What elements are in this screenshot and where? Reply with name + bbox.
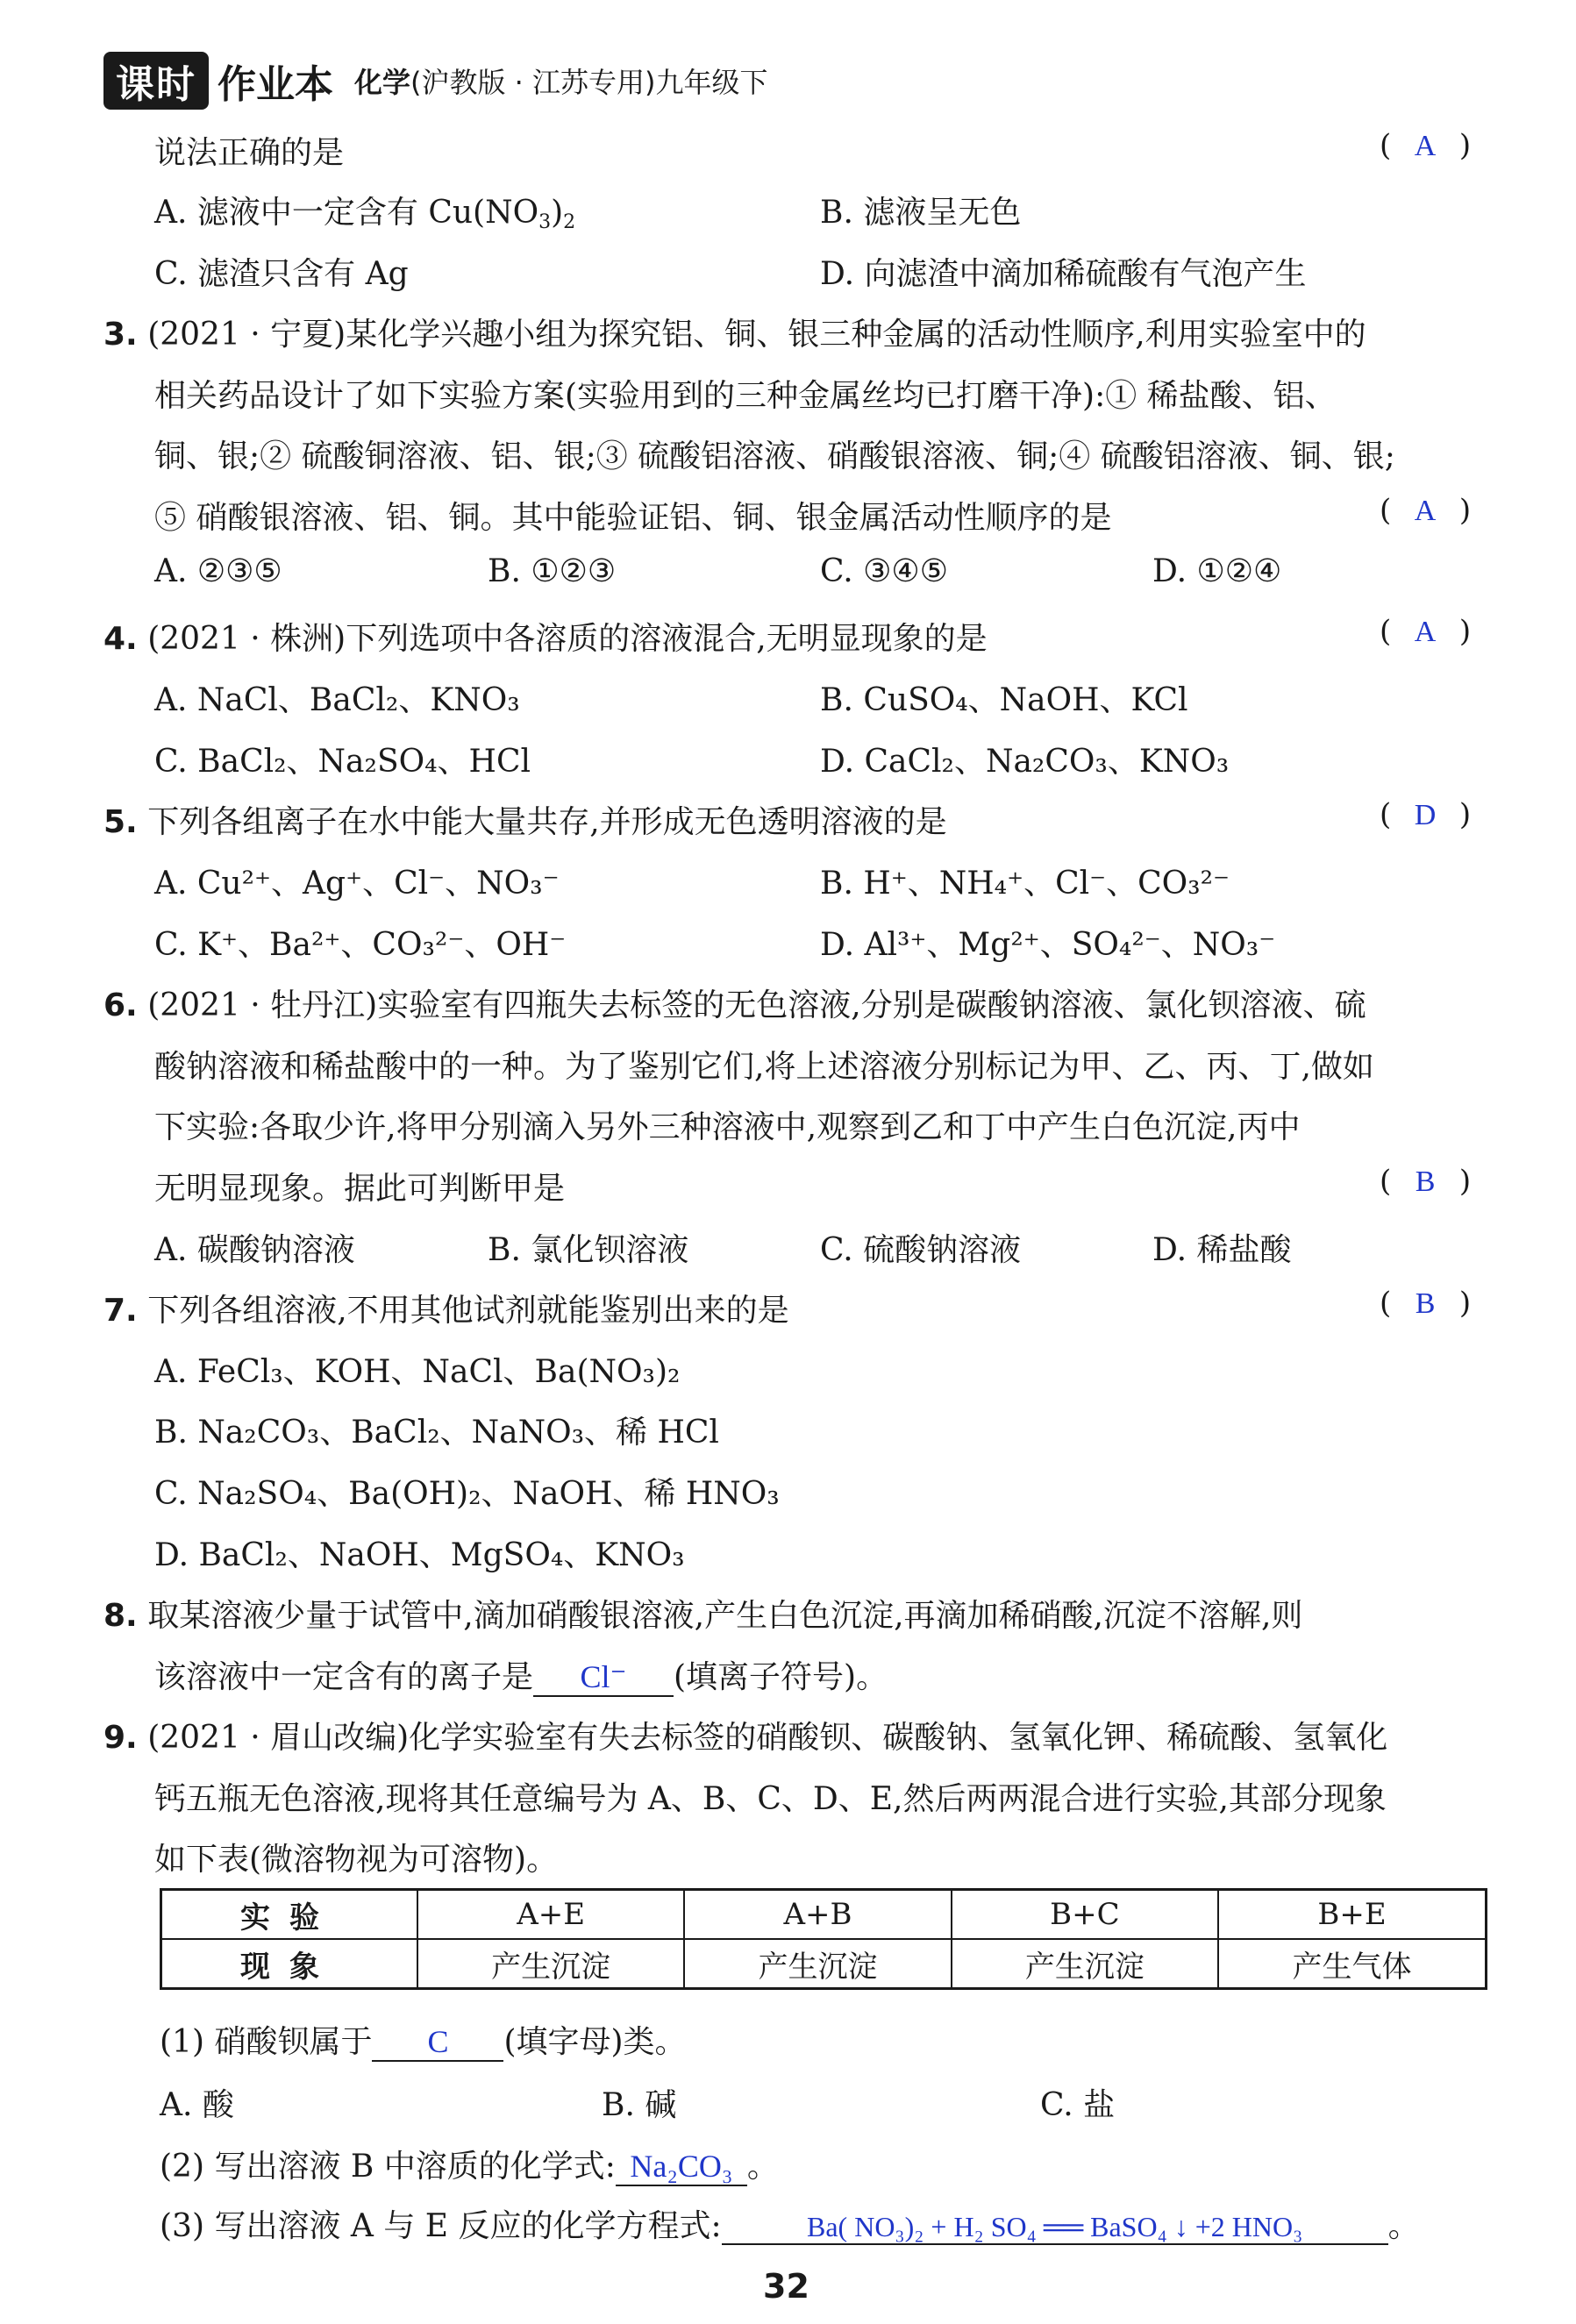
q4-option-c: C. BaCl₂、Na₂SO₄、HCl <box>154 744 531 780</box>
q3-option-c: C. ③④⑤ <box>820 553 948 589</box>
q5-option-b: B. H⁺、NH₄⁺、Cl⁻、CO₃²⁻ <box>820 866 1230 902</box>
q3-option-a: A. ②③⑤ <box>154 553 282 589</box>
subject-title: 化学(沪教版 · 江苏专用)九年级下 <box>354 66 768 99</box>
q5-stem: 5. 下列各组离子在水中能大量共存,并形成无色透明溶液的是 <box>103 804 947 840</box>
q5-option-d: D. Al³⁺、Mg²⁺、SO₄²⁻、NO₃⁻ <box>820 927 1276 963</box>
q5-option-c: C. K⁺、Ba²⁺、CO₃²⁻、OH⁻ <box>154 927 567 963</box>
q6-line-3: 下实验:各取少许,将甲分别滴入另外三种溶液中,观察到乙和丁中产生白色沉淀,丙中 <box>154 1109 1301 1145</box>
q9-sub1-option-c: C. 盐 <box>1040 2087 1116 2123</box>
page-number: 32 <box>763 2267 809 2306</box>
q7-option-a: A. FeCl₃、KOH、NaCl、Ba(NO₃)₂ <box>154 1354 681 1390</box>
q6-line-2: 酸钠溶液和稀盐酸中的一种。为了鉴别它们,将上述溶液分别标记为甲、乙、丙、丁,做如 <box>154 1049 1374 1085</box>
q6-option-a: A. 碳酸钠溶液 <box>154 1232 355 1268</box>
q7-answer: ( B ) <box>1380 1286 1472 1321</box>
q9-sub2-answer-blank[interactable]: Na₂CO₃ <box>616 2148 747 2186</box>
q2-option-b: B. 滤液呈无色 <box>820 195 1022 231</box>
q9-sub3: (3) 写出溶液 A 与 E 反应的化学方程式: Ba( NO₃)₂ + H₂ SO₄ ══ BaSO₄ ↓ +2 HNO₃ 。 <box>160 2208 1420 2244</box>
q9-sub1: (1) 硝酸钡属于 C (填字母)类。 <box>160 2024 687 2060</box>
q6-option-c: C. 硫酸钠溶液 <box>820 1232 1022 1268</box>
table-cell: A+B <box>684 1890 951 1940</box>
q4-answer: ( A ) <box>1380 614 1472 649</box>
q4-option-b: B. CuSO₄、NaOH、KCl <box>820 682 1188 718</box>
q7-option-c: C. Na₂SO₄、Ba(OH)₂、NaOH、稀 HNO₃ <box>154 1476 780 1512</box>
table-row <box>161 1939 1487 1989</box>
table-cell: B+E <box>1218 1890 1486 1940</box>
page-header <box>103 53 768 109</box>
experiment-table <box>160 1888 1487 1990</box>
q9-line-2: 钙五瓶无色溶液,现将其任意编号为 A、B、C、D、E,然后两两混合进行实验,其部分现象 <box>154 1781 1387 1817</box>
table-cell: 产生气体 <box>1218 1939 1486 1989</box>
q7-stem: 7. 下列各组溶液,不用其他试剂就能鉴别出来的是 <box>103 1293 789 1329</box>
q5-option-a: A. Cu²⁺、Ag⁺、Cl⁻、NO₃⁻ <box>154 866 560 902</box>
q7-option-d: D. BaCl₂、NaOH、MgSO₄、KNO₃ <box>154 1537 685 1573</box>
q3-line-2: 相关药品设计了如下实验方案(实验用到的三种金属丝均已打磨干净):① 稀盐酸、铝、 <box>154 378 1337 414</box>
series-logo: 课时 <box>103 52 209 110</box>
q8-answer-blank[interactable]: Cl⁻ <box>533 1658 674 1697</box>
q6-option-d: D. 稀盐酸 <box>1152 1232 1292 1268</box>
q6-line-4: 无明显现象。据此可判断甲是 <box>154 1171 566 1207</box>
q3-line-4: ⑤ 硝酸银溶液、铝、铜。其中能验证铝、铜、银金属活动性顺序的是 <box>154 500 1112 536</box>
q9-sub3-answer-blank[interactable]: Ba( NO₃)₂ + H₂ SO₄ ══ BaSO₄ ↓ +2 HNO₃ <box>722 2211 1388 2245</box>
q9-line-1: 9. (2021 · 眉山改编)化学实验室有失去标签的硝酸钡、碳酸钠、氢氧化钾、稀硫酸、氢氧化 <box>103 1720 1388 1756</box>
q2-answer: ( A ) <box>1380 128 1472 163</box>
table-row <box>161 1890 1487 1940</box>
q9-line-3: 如下表(微溶物视为可溶物)。 <box>154 1842 559 1878</box>
q4-stem: 4. (2021 · 株洲)下列选项中各溶质的溶液混合,无明显现象的是 <box>103 621 988 657</box>
table-header-experiment: 实验 <box>161 1890 418 1940</box>
table-cell: 产生沉淀 <box>684 1939 951 1989</box>
q8-line-1: 8. 取某溶液少量于试管中,滴加硝酸银溶液,产生白色沉淀,再滴加稀硝酸,沉淀不溶解,则 <box>103 1598 1303 1634</box>
q3-answer: ( A ) <box>1380 493 1472 528</box>
q6-answer: ( B ) <box>1380 1164 1472 1199</box>
q2-option-c: C. 滤渣只含有 Ag <box>154 256 409 292</box>
q5-answer: ( D ) <box>1380 797 1472 832</box>
table-cell: 产生沉淀 <box>952 1939 1218 1989</box>
q8-line-2: 该溶液中一定含有的离子是 Cl⁻ (填离子符号)。 <box>154 1659 888 1695</box>
q6-line-1: 6. (2021 · 牡丹江)实验室有四瓶失去标签的无色溶液,分别是碳酸钠溶液、氯化钡溶液、硫 <box>103 987 1366 1023</box>
table-cell: B+C <box>952 1890 1218 1940</box>
q2-stem-tail: 说法正确的是 <box>154 135 345 171</box>
q7-option-b: B. Na₂CO₃、BaCl₂、NaNO₃、稀 HCl <box>154 1415 719 1451</box>
q3-option-d: D. ①②④ <box>1152 553 1282 589</box>
q4-option-d: D. CaCl₂、Na₂CO₃、KNO₃ <box>820 744 1230 780</box>
q4-option-a: A. NaCl、BaCl₂、KNO₃ <box>154 682 520 718</box>
q3-line-3: 铜、银;② 硫酸铜溶液、铝、银;③ 硫酸铝溶液、硝酸银溶液、铜;④ 硫酸铝溶液、铜、银; <box>154 438 1395 474</box>
series-brand: 作业本 <box>218 62 333 107</box>
q2-option-a: A. 滤液中一定含有 $Cu(NO_3)_2$ <box>154 195 576 233</box>
table-header-phenomenon: 现象 <box>161 1939 418 1989</box>
q9-sub2: (2) 写出溶液 B 中溶质的化学式: Na₂CO₃ 。 <box>160 2149 779 2185</box>
q6-option-b: B. 氯化钡溶液 <box>488 1232 689 1268</box>
table-cell: A+E <box>417 1890 684 1940</box>
q3-line-1: 3. (2021 · 宁夏)某化学兴趣小组为探究铝、铜、银三种金属的活动性顺序,利用实验室中的 <box>103 317 1366 353</box>
q9-sub1-option-b: B. 碱 <box>602 2087 677 2123</box>
q3-option-b: B. ①②③ <box>488 553 617 589</box>
q2-option-d: D. 向滤渣中滴加稀硫酸有气泡产生 <box>820 256 1307 292</box>
q9-sub1-option-a: A. 酸 <box>160 2087 234 2123</box>
q9-sub1-answer-blank[interactable]: C <box>372 2023 503 2062</box>
table-cell: 产生沉淀 <box>417 1939 684 1989</box>
